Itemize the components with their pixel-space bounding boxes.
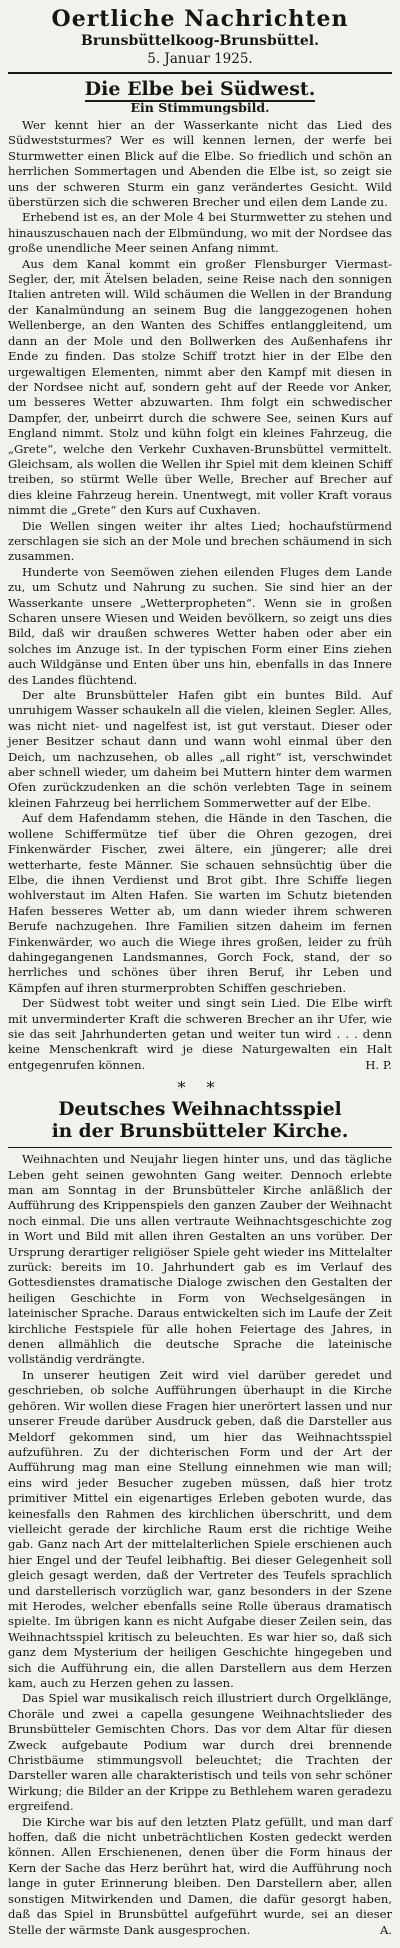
asterism-divider: * * xyxy=(177,1078,223,1098)
article-paragraph: Das Spiel war musikalisch reich illustriert durch Orgelklänge, Choräle und zwei a capella gesungene Weihnachtslieder des Brunsbütteler Gemischten Chors. Das vor dem Altar für diesen Zweck aufgebaute Podium war durch drei brennende Christbäume stimmungsvoll beleuchtet; die Trachten der Darsteller waren alle charakteristisch und teils von sehr schöner Wirkung; die Bilder an der Krippe zu Bethlehem waren geradezu ergreifend. xyxy=(8,1691,392,1814)
article-paragraph: Auf dem Hafendamm stehen, die Hände in den Taschen, die wollene Schiffermütze tief über die Ohren gezogen, drei Finkenwärder Fischer, zwei ältere, ein jüngerer; alle drei wetterharte, feste Männer. Sie schauen sehnsüchtig über die Elbe, die ihnen Verdienst und Brot gibt. Ihre Schiffe liegen wohlverstaut im Alten Hafen. Sie warten im Schutz bietenden Hafen besseres Wetter ab, um dann wieder ihrem schweren Berufe nachzugehen. Ihre Familien sitzen daheim im fernen Finkenwärder, wo auch die Wiege ihres großen, leider zu früh dahingegangenen Landsmannes, Gorch Fock, stand, der so herrliches und schönes über ihren Beruf, ihr Leben und Kämpfen auf ihren sturmerprobten Schiffen geschrieben. xyxy=(8,811,392,995)
article-paragraph: Der alte Brunsbütteler Hafen gibt ein buntes Bild. Auf unruhigem Wasser schaukeln all die vielen, kleinen Segler. Alles, was nicht niet- und nagelfest ist, ist gut verstaut. Dieser oder jener Besitzer schaut dann und wann wohl einmal über den Deich, um nachzusehen, ob alles „all right“ ist, verschwindet aber schnell wieder, um daheim bei Muttern hinter dem warmen Ofen zurückzudenken an die schön verlebten Tage in seinem kleinen Fahrzeug bei herrlichem Sommerwetter auf der Elbe. xyxy=(8,688,392,810)
section-subtitle: Brunsbüttelkoog-Brunsbüttel. xyxy=(81,33,319,49)
article-headline: Deutsches Weihnachtsspiel xyxy=(58,1099,342,1121)
author-signature: H. P. xyxy=(365,1057,392,1072)
article-weihnachtsspiel xyxy=(8,1099,392,1938)
issue-date: 5. Januar 1925. xyxy=(147,51,253,67)
headline-rule xyxy=(8,1147,392,1148)
article-paragraph: In unserer heutigen Zeit wird viel darüber geredet und geschrieben, ob solche Aufführungen überhaupt in die Kirche gehören. Wir wollen diese Fragen hier unerörtert lassen und nur unserer Freude darüber Ausdruck geben, daß die Darsteller aus Meldorf gekommen sind, um hier das Weihnachtsspiel aufzuführen. Zu der dichterischen Form und der Art der Aufführung mag man eine Stellung einnehmen wie man will; eins wird jeder Besucher zugeben müssen, daß hier trotz primitiver Mittel ein eigenartiges Erleben geboten wurde, das keinesfalls den Rahmen des kirchlichen überschritt, und dem vielleicht gerade der kirchliche Raum erst die richtige Weihe gab. Ganz nach Art der mittelalterlichen Spiele erschienen auch hier Engel und der Teufel leibhaftig. Bei dieser Gelegenheit soll gleich gesagt werden, daß der Vertreter des Teufels sprachlich und darstellerisch vorzüglich war, ganz besonders in der Szene mit Herodes, welcher ebenfalls seine Rolle überaus dramatisch spielte. Im übrigen kann es nicht Aufgabe dieser Zeilen sein, das Weihnachtsspiel kritisch zu beleuchten. Es war hier so, daß sich ganz dem Mysterium der heiligen Geschichte hingegeben und sich die Aufführung ein, die allen Darstellern aus dem Herzen kam, auch zu Herzen gehen zu lassen. xyxy=(8,1367,392,1691)
article-paragraph: Erhebend ist es, an der Mole 4 bei Sturmwetter zu stehen und hinauszuschauen nach der Elbmündung, wo mit der Nordsee das große unendliche Meer seinen Anfang nimmt. xyxy=(8,210,392,256)
article-paragraph: Die Wellen singen weiter ihr altes Lied; hochaufstürmend zerschlagen sie sich an der Mole und brechen schäumend in sich zusammen. xyxy=(8,518,392,564)
article-body xyxy=(8,118,392,1073)
article-headline: in der Brunsbütteler Kirche. xyxy=(51,1121,349,1143)
article-paragraph: Aus dem Kanal kommt ein großer Flensburger Viermast-Segler, der, mit Ätelsen beladen, seine Reise nach den sonnigen Italien antreten will. Wild schäumen die Wellen in der Brandung der Kanalmündung an seinem Bug die langgezogenen hohen Wellenberge, an den Wanten des Schiffes entlanggleitend, um dann an der Mole und den Bollwerken des Außenhafens ihr Ende zu finden. Das stolze Schiff trotzt hier in der Elbe den urgewaltigen Elementen, nimmt aber den Kampf mit diesen in der Nordsee nicht auf, sondern geht auf der Reede vor Anker, um besseres Wetter abzuwarten. Ihm folgt ein schwedischer Dampfer, der, unbeirrt durch die schwere See, seinen Kurs auf England nimmt. Stolz und kühn folgt ein kleines Fahrzeug, die „Grete“, welche den Verkehr Cuxhaven-Brunsbüttel vermittelt. Gleichsam, als wollen die Wellen ihr Spiel mit dem kleinen Schiff treiben, so stürmt Welle über Welle, Brecher auf Brecher auf dies kleine Fahrzeug herein. Unentwegt, mit voller Kraft voraus nimmt die „Grete“ den Kurs auf Cuxhaven. xyxy=(8,256,392,518)
masthead xyxy=(8,0,392,68)
article-subheadline: Ein Stimmungsbild. xyxy=(130,100,270,115)
article-headline: Die Elbe bei Südwest. xyxy=(84,78,316,100)
author-signature: A. xyxy=(379,1922,392,1937)
masthead-rule xyxy=(8,72,392,74)
article-paragraph: Hunderte von Seemöwen ziehen eilenden Fluges dem Lande zu, um Schutz und Nahrung zu suchen. Sie sind hier an der Wasserkante unsere „Wetterpropheten“. Wenn sie in großen Scharen unsere Wiesen und Weiden bevölkern, so zeigt uns dies Bild, daß wir draußen schweres Wetter haben oder aber ein solches im Anzuge ist. In der typischen Form einer Eins ziehen auch Wildgänse und Enten über uns hin, ebenfalls in das Innere des Landes flüchtend. xyxy=(8,564,392,687)
article-paragraph: Die Kirche war bis auf den letzten Platz gefüllt, und man darf hoffen, daß die nicht unbeträchtlichen Kosten gedeckt werden können. Allen Erschienenen, denen über die Form hinaus der Kern der Sache das Herz berührt hat, wird die Aufführung noch lange in guter Erinnerung bleiben. Den Darstellern aber, allen sonstigen Mitwirkenden und Damen, die dafür gesorgt haben, daß das Spiel in Brunsbüttel aufgeführt wurde, sei an dieser Stelle der wärmste Dank ausgesprochen. xyxy=(8,1814,392,1937)
article-elbe xyxy=(8,78,392,1073)
article-paragraph: Der Südwest tobt weiter und singt sein Lied. Die Elbe wirft mit unverminderter Kraft die schweren Brecher an ihr Ufer, wie sie das seit Jahrhunderten getan und weiter tun wird . . . denn keine Menschenkraft wird je diese Naturgewalten ein Halt entgegenrufen können. xyxy=(8,996,392,1072)
article-body xyxy=(8,1152,392,1938)
article-paragraph: Wer kennt hier an der Wasserkante nicht das Lied des Südweststurmes? Wer es will kennen lernen, der werfe bei Sturmwetter einen Blick auf die Elbe. So friedlich und schön an herrlichen Sommertagen und Abenden die Elbe ist, so zeigt sie uns der schweren Sturm ein ganz verändertes Gesicht. Wild überstürzen sich die schweren Brecher und eilen dem Lande zu. xyxy=(8,118,392,210)
section-title: Oertliche Nachrichten xyxy=(51,6,349,32)
article-paragraph: Weihnachten und Neujahr liegen hinter uns, und das tägliche Leben geht seinen gewohnten Gang weiter. Dennoch erlebte man am Sonntag in der Brunsbütteler Kirche anläßlich der Aufführung des Krippenspiels den ganzen Zauber der Weihnacht noch einmal. Die uns allen vertraute Weihnachtsgeschichte zog in Wort und Bild mit allen ihren Gestalten an uns vorüber. Der Ursprung derartiger religiöser Spiele geht wieder ins Mittelalter zurück: bereits im 10. Jahrhundert gab es im Verlauf des Gottesdienstes dramatische Dialoge zwischen den Gestalten der heiligen Geschichte in Form von Wechselgesängen in lateinischer Sprache. Daraus entwickelten sich im Laufe der Zeit kirchliche Festspiele für alle hohen Feiertage des Jahres, in denen allmählich die deutsche Sprache die lateinische vollständig verdrängte. xyxy=(8,1152,392,1367)
